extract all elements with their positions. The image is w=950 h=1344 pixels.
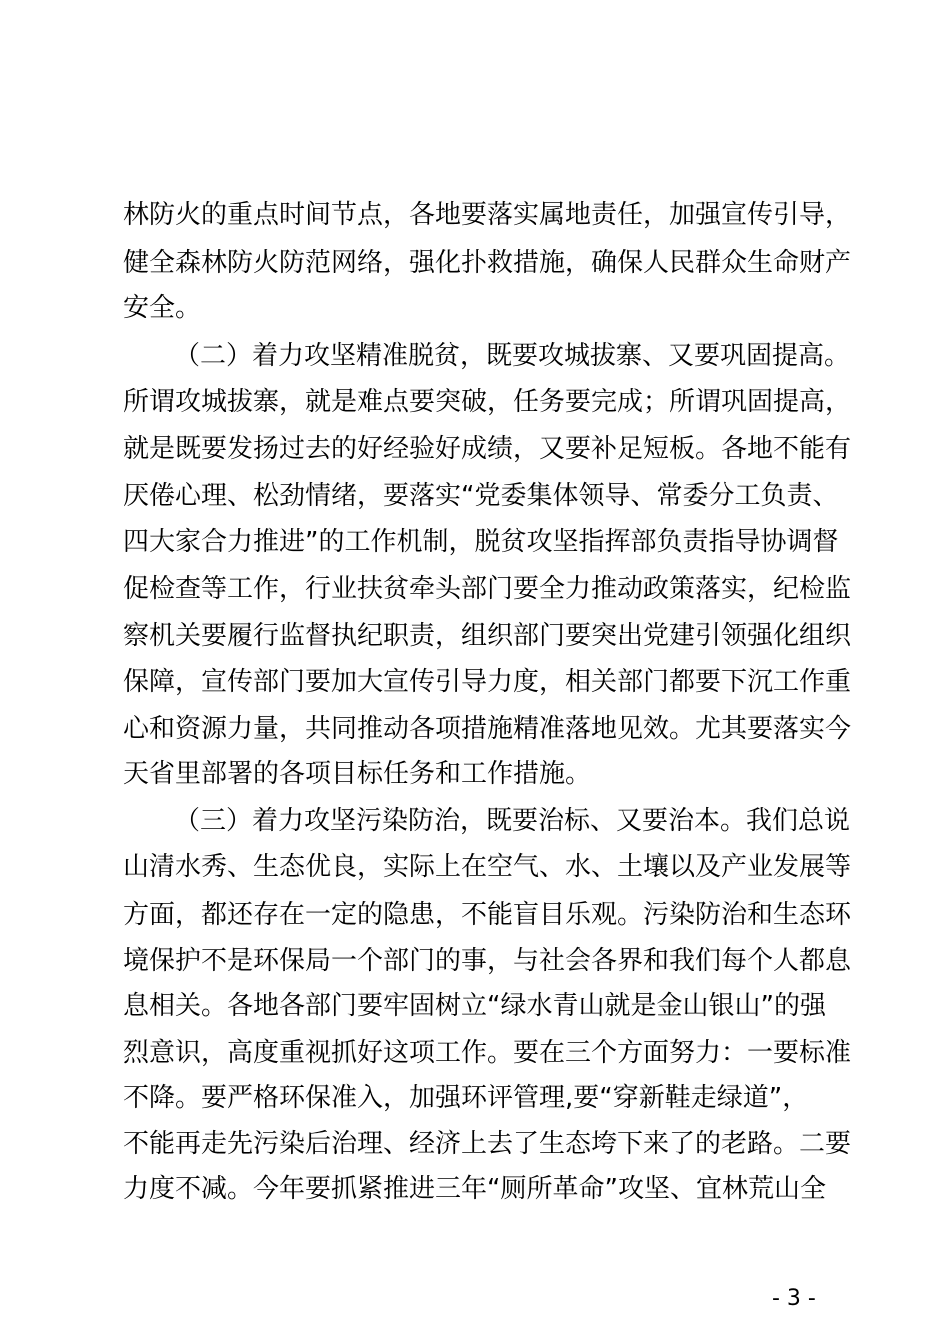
- text-line: 天省里部署的各项目标任务和工作措施。: [123, 759, 592, 789]
- text-line: 不能再走先污染后治理、经济上去了生态垮下来了的老路。二要: [123, 1129, 852, 1159]
- text-line: 安全。: [123, 293, 202, 323]
- page-number: - 3 -: [772, 1286, 816, 1311]
- text-line: 察机关要履行监督执纪职责，组织部门要突出党建引领强化组织: [123, 621, 852, 651]
- paragraph-heading-line: （三）着力攻坚污染防治，既要治标、又要治本。我们总说: [174, 806, 851, 836]
- text-line: 力度不减。今年要抓紧推进三年“厕所革命”攻坚、宜林荒山全: [123, 1174, 826, 1204]
- text-line: 就是既要发扬过去的好经验好成绩，又要补足短板。各地不能有: [123, 434, 852, 464]
- text-line: 息相关。各地各部门要牢固树立“绿水青山就是金山银山”的强: [123, 991, 826, 1021]
- text-line: 方面，都还存在一定的隐患，不能盲目乐观。污染防治和生态环: [123, 900, 852, 930]
- text-line: 烈意识，高度重视抓好这项工作。要在三个方面努力：一要标准: [123, 1038, 852, 1068]
- text-line: 厌倦心理、松劲情绪，要落实“党委集体领导、常委分工负责、: [123, 481, 839, 511]
- text-line: 林防火的重点时间节点，各地要落实属地责任，加强宣传引导，: [123, 200, 852, 230]
- paragraph-heading-line: （二）着力攻坚精准脱贫，既要攻城拔寨、又要巩固提高。: [174, 341, 851, 371]
- text-line: 四大家合力推进”的工作机制，脱贫攻坚指挥部负责指导协调督: [123, 527, 839, 557]
- text-line: 山清水秀、生态优良，实际上在空气、水、土壤以及产业发展等: [123, 852, 852, 882]
- text-line: 心和资源力量，共同推动各项措施精准落地见效。尤其要落实今: [123, 714, 852, 744]
- text-line: 健全森林防火防范网络，强化扑救措施，确保人民群众生命财产: [123, 248, 852, 278]
- text-line: 保障，宣传部门要加大宣传引导力度，相关部门都要下沉工作重: [123, 667, 852, 697]
- text-line: 所谓攻城拔寨，就是难点要突破，任务要完成；所谓巩固提高，: [123, 387, 852, 417]
- text-line: 促检查等工作，行业扶贫牵头部门要全力推动政策落实，纪检监: [123, 574, 852, 604]
- text-line: 境保护不是环保局一个部门的事，与社会各界和我们每个人都息: [123, 946, 852, 976]
- text-line: 不降。要严格环保准入，加强环评管理,要“穿新鞋走绿道”，: [123, 1083, 809, 1113]
